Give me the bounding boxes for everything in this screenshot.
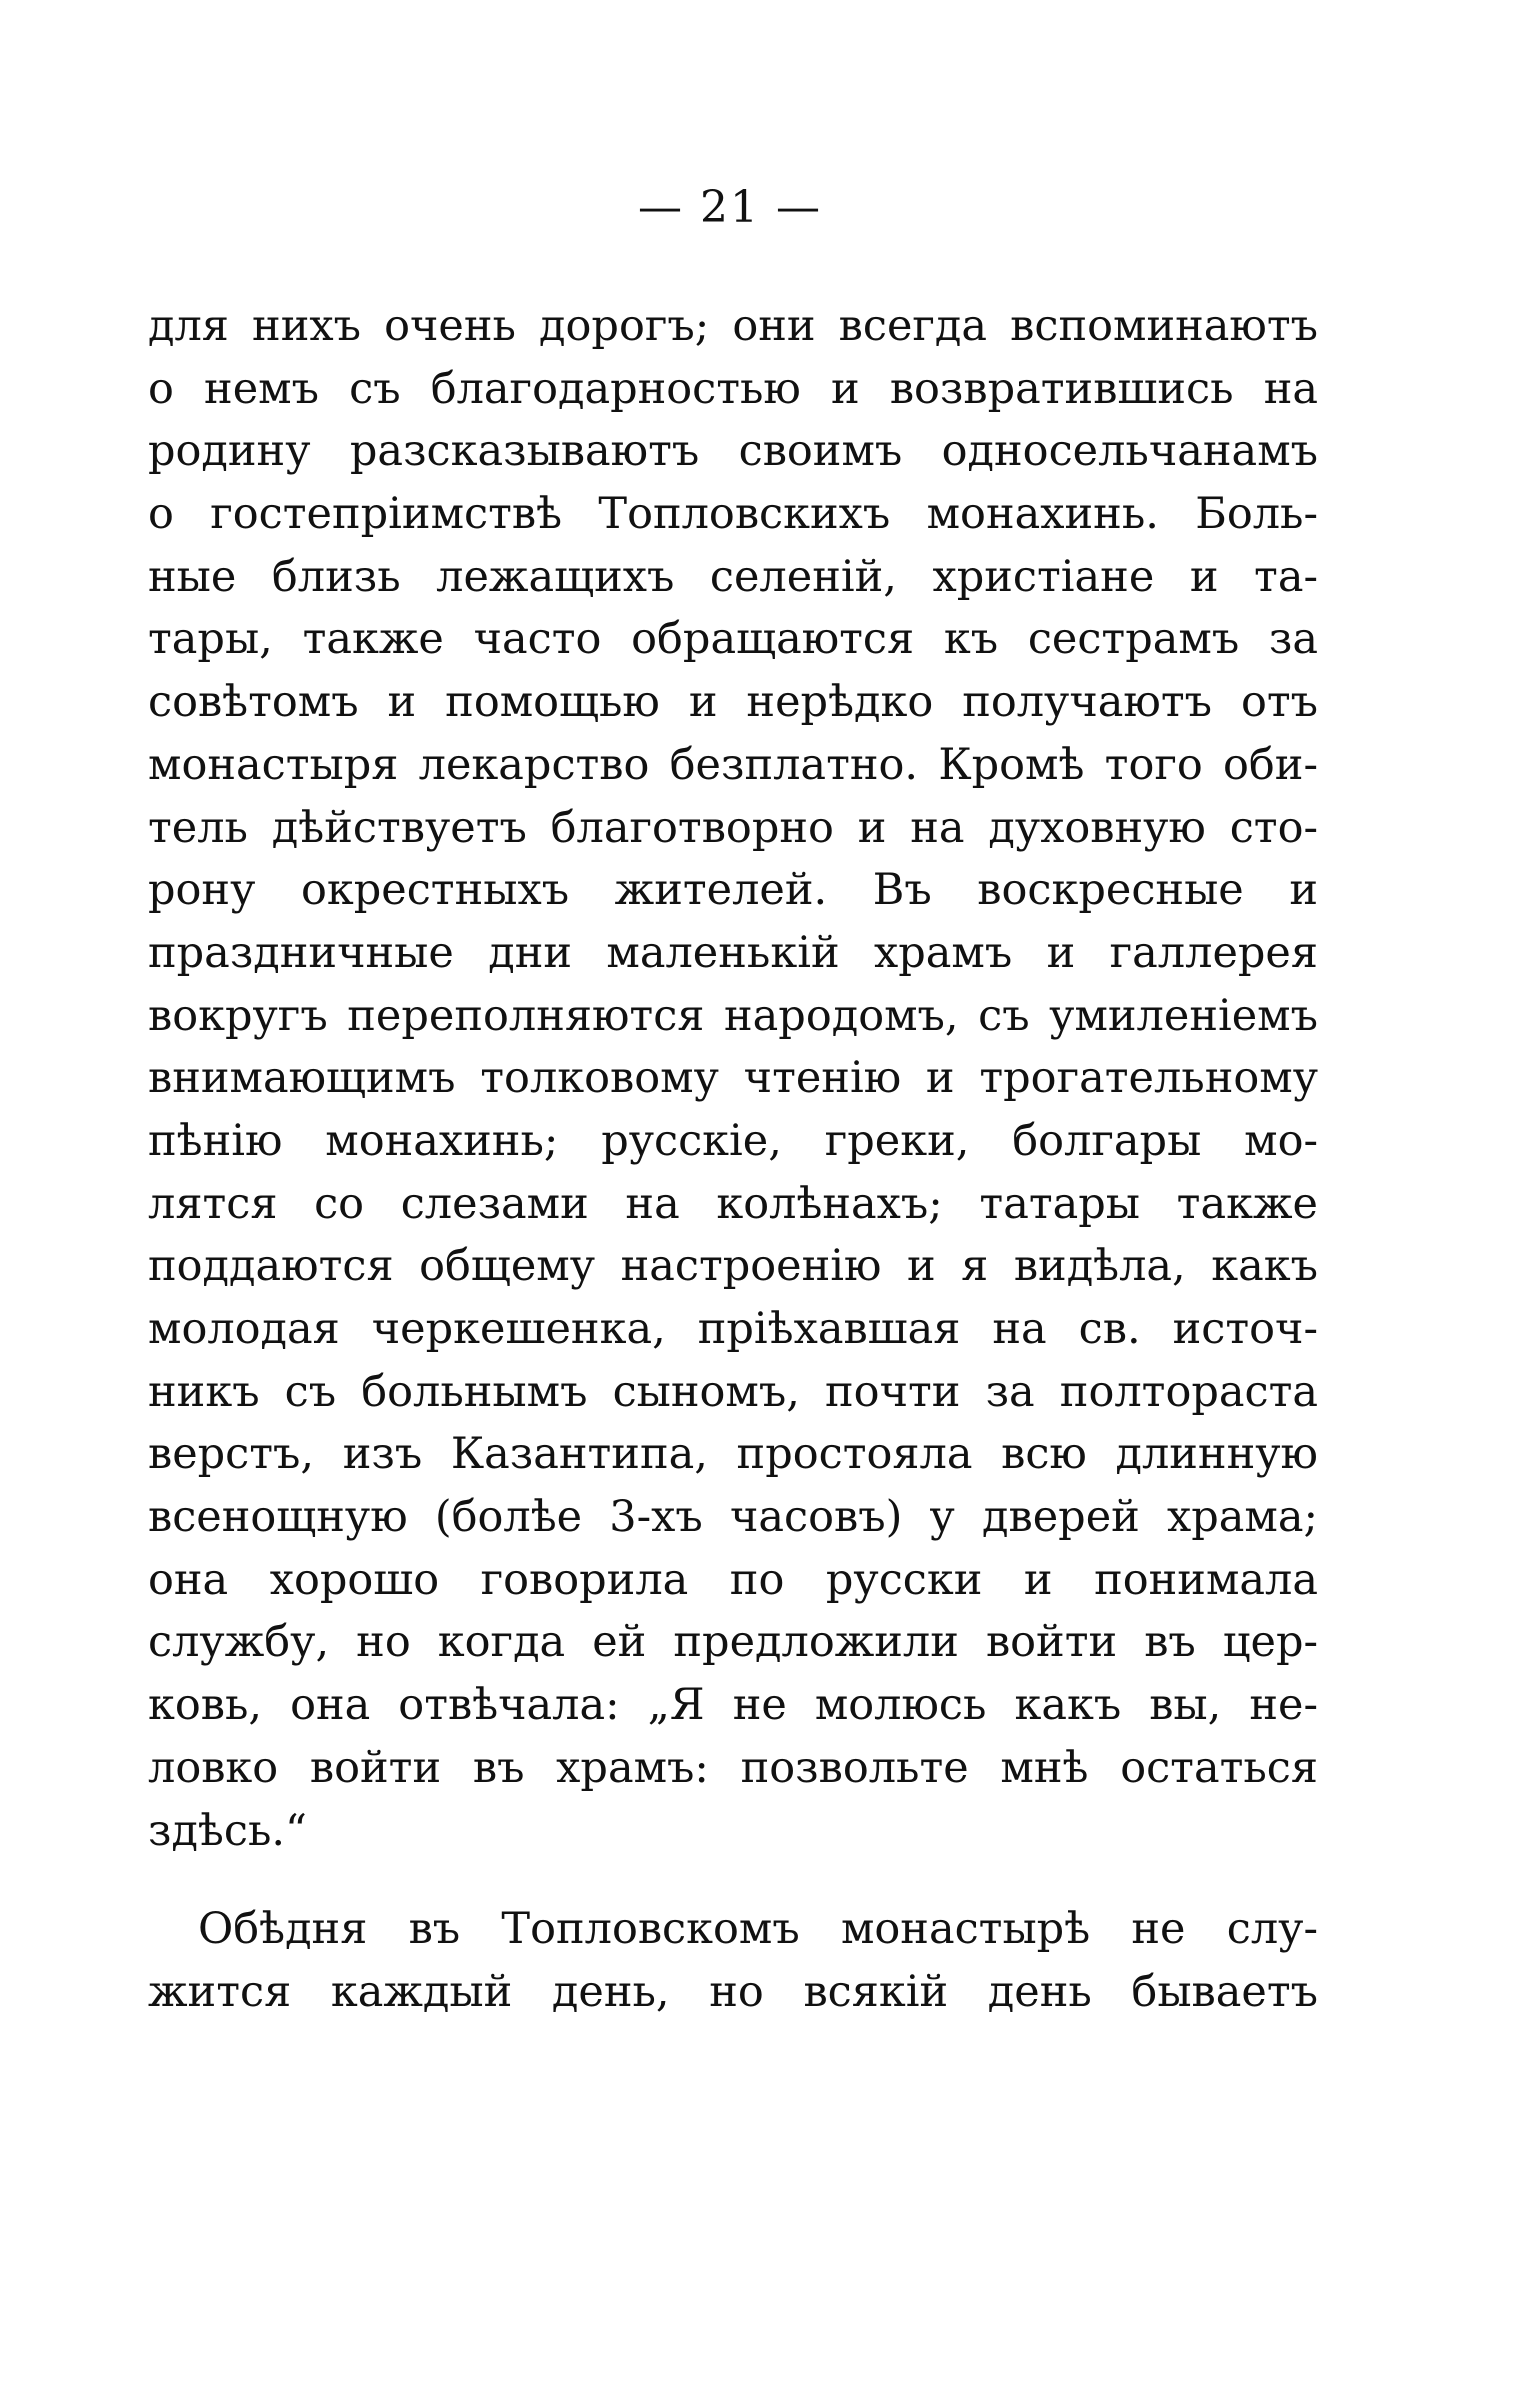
text-line: она хорошо говорила по русски и понимала: [148, 1554, 1318, 1605]
text-line: всенощную (болѣе 3-хъ часовъ) у дверей храма;: [148, 1492, 1318, 1543]
text-line: рону окрестныхъ жителей. Въ воскресные и: [148, 865, 1318, 916]
text-line: молодая черкешенка, пріѣхавшая на св. источ-: [148, 1304, 1318, 1354]
text-line: никъ съ больнымъ сыномъ, почти за полтораста: [148, 1366, 1318, 1417]
text-line: лятся со слезами на колѣнахъ; татары также: [148, 1178, 1318, 1229]
text-line: родину разсказываютъ своимъ односельчанамъ: [148, 426, 1318, 477]
text-line: тары, также часто обращаются къ сестрамъ за: [148, 614, 1318, 665]
text-line: о гостепріимствѣ Топловскихъ монахинь. Боль-: [148, 489, 1318, 540]
text-line: верстъ, изъ Казантипа, простояла всю длинную: [148, 1429, 1318, 1480]
text-line: совѣтомъ и помощью и нерѣдко получаютъ отъ: [148, 677, 1318, 728]
text-line: ловко войти въ храмъ: позвольте мнѣ остаться: [148, 1742, 1318, 1793]
paragraph-2: [148, 1898, 1318, 2023]
text-line: жится каждый день, но всякій день бываетъ: [148, 1966, 1318, 2017]
text-line: для нихъ очень дорогъ; они всегда вспоминаютъ: [148, 301, 1318, 351]
text-line: тель дѣйствуетъ благотворно и на духовную сто-: [148, 802, 1318, 853]
text-line: ковь, она отвѣчала: „Я не молюсь какъ вы, не-: [148, 1680, 1318, 1731]
text-line: монастыря лекарство безплатно. Кромѣ того оби-: [148, 739, 1318, 790]
text-line: праздничные дни маленькій храмъ и галлерея: [148, 927, 1318, 978]
text-line: ные близь лежащихъ селеній, христіане и та-: [148, 551, 1318, 602]
text-line: внимающимъ толковому чтенію и трогательному: [148, 1053, 1318, 1104]
text-line: Обѣдня въ Топловскомъ монастырѣ не слу-: [198, 1904, 1318, 1955]
text-line: поддаются общему настроенію и я видѣла, какъ: [148, 1241, 1318, 1292]
text-line: здѣсь.“: [148, 1805, 308, 1856]
paragraph-1: [148, 295, 1318, 1862]
paragraph-gap: [148, 1862, 1318, 1898]
page-number: — 21 —: [638, 182, 822, 233]
text-line: пѣнію монахинь; русскіе, греки, болгары мо-: [148, 1115, 1318, 1166]
text-line: вокругъ переполняются народомъ, съ умиленіемъ: [148, 990, 1318, 1041]
body-text: [148, 295, 1318, 2024]
text-line: службу, но когда ей предложили войти въ цер-: [148, 1617, 1318, 1668]
text-line: о немъ съ благодарностью и возвратившись на: [148, 363, 1318, 414]
